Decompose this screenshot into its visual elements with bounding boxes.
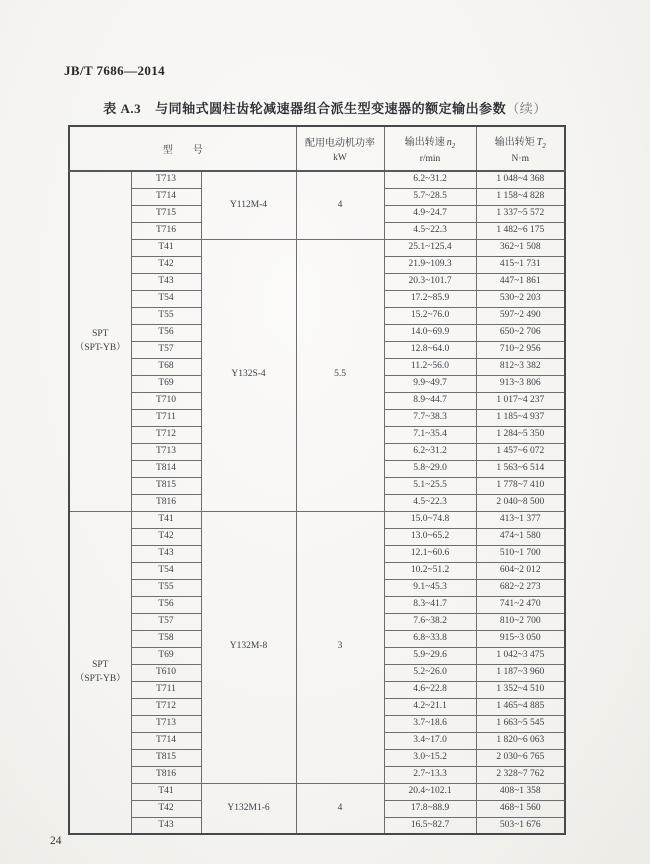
output-speed-cell: 21.9~109.3 <box>384 256 476 273</box>
motor-power-cell: 5.5 <box>296 239 384 511</box>
motor-power-cell: 4 <box>296 171 384 239</box>
series-name: SPT <box>92 329 109 339</box>
table-row <box>69 783 565 800</box>
output-speed-cell: 4.2~21.1 <box>384 698 476 715</box>
output-torque-cell: 503~1 676 <box>476 817 565 834</box>
output-torque-cell: 710~2 956 <box>476 341 565 358</box>
model-cell: T814 <box>131 460 201 477</box>
model-cell: T711 <box>131 681 201 698</box>
model-cell: T43 <box>131 545 201 562</box>
output-torque-cell: 812~3 382 <box>476 358 565 375</box>
model-cell: T69 <box>131 375 201 392</box>
output-speed-cell: 6.2~31.2 <box>384 443 476 460</box>
column-header-speed <box>384 126 476 171</box>
output-speed-cell: 4.5~22.3 <box>384 222 476 239</box>
output-torque-cell: 413~1 377 <box>476 511 565 528</box>
output-torque-cell: 604~2 012 <box>476 562 565 579</box>
motor-model-cell: Y132S-4 <box>201 239 296 511</box>
output-torque-cell: 1 158~4 828 <box>476 188 565 205</box>
table-title-main: 与同轴式圆柱齿轮减速器组合派生型变速器的额定输出参数 <box>155 101 507 116</box>
output-speed-cell: 7.6~38.2 <box>384 613 476 630</box>
output-torque-cell: 810~2 700 <box>476 613 565 630</box>
model-cell: T610 <box>131 664 201 681</box>
output-torque-cell: 468~1 560 <box>476 800 565 817</box>
output-torque-cell: 597~2 490 <box>476 307 565 324</box>
motor-model-cell: Y132M1-6 <box>201 783 296 834</box>
table-row <box>69 171 565 188</box>
model-cell: T68 <box>131 358 201 375</box>
model-cell: T712 <box>131 698 201 715</box>
model-cell: T55 <box>131 579 201 596</box>
output-torque-cell: 741~2 470 <box>476 596 565 613</box>
output-torque-cell: 530~2 203 <box>476 290 565 307</box>
model-cell: T57 <box>131 613 201 630</box>
output-speed-cell: 7.7~38.3 <box>384 409 476 426</box>
model-cell: T43 <box>131 273 201 290</box>
output-speed-cell: 4.5~22.3 <box>384 494 476 511</box>
output-speed-cell: 4.6~22.8 <box>384 681 476 698</box>
output-speed-cell: 11.2~56.0 <box>384 358 476 375</box>
output-speed-cell: 9.9~49.7 <box>384 375 476 392</box>
model-cell: T55 <box>131 307 201 324</box>
model-cell: T815 <box>131 477 201 494</box>
table-row <box>69 239 565 256</box>
speed-header-label: 输出转速 $n_2$ <box>404 137 456 150</box>
model-cell: T43 <box>131 817 201 834</box>
model-cell: T716 <box>131 222 201 239</box>
output-parameters-table <box>68 125 566 835</box>
output-speed-cell: 16.5~82.7 <box>384 817 476 834</box>
output-torque-cell: 1 663~5 545 <box>476 715 565 732</box>
model-cell: T713 <box>131 171 201 188</box>
output-speed-cell: 20.4~102.1 <box>384 783 476 800</box>
output-torque-cell: 1 352~4 510 <box>476 681 565 698</box>
output-speed-cell: 12.8~64.0 <box>384 341 476 358</box>
motor-model-cell: Y112M-4 <box>201 171 296 239</box>
speed-header-unit: r/min <box>419 154 441 164</box>
output-torque-cell: 1 482~6 175 <box>476 222 565 239</box>
page-number: 24 <box>50 835 62 847</box>
model-header-label: 型 号 <box>162 145 203 156</box>
output-speed-cell: 2.7~13.3 <box>384 766 476 783</box>
series-cell <box>69 171 131 511</box>
output-torque-cell: 474~1 580 <box>476 528 565 545</box>
output-torque-cell: 1 778~7 410 <box>476 477 565 494</box>
output-torque-cell: 408~1 358 <box>476 783 565 800</box>
output-speed-cell: 9.1~45.3 <box>384 579 476 596</box>
column-header-power <box>296 126 384 171</box>
series-cell <box>69 511 131 834</box>
column-header-model <box>69 126 296 171</box>
table-row <box>69 511 565 528</box>
model-cell: T69 <box>131 647 201 664</box>
table-title-suffix: （续） <box>506 101 547 116</box>
torque-header-label: 输出转矩 $T_2$ <box>494 137 546 150</box>
output-torque-cell: 2 328~7 762 <box>476 766 565 783</box>
model-cell: T42 <box>131 528 201 545</box>
header-row <box>69 126 565 171</box>
model-cell: T42 <box>131 800 201 817</box>
output-speed-cell: 6.2~31.2 <box>384 171 476 188</box>
model-cell: T711 <box>131 409 201 426</box>
model-cell: T42 <box>131 256 201 273</box>
output-speed-cell: 15.0~74.8 <box>384 511 476 528</box>
doc-number: JB/T 7686—2014 <box>64 63 166 78</box>
output-torque-cell: 2 040~8 500 <box>476 494 565 511</box>
model-cell: T715 <box>131 205 201 222</box>
power-header-unit: kW <box>333 153 347 163</box>
output-torque-cell: 415~1 731 <box>476 256 565 273</box>
output-torque-cell: 1 337~5 572 <box>476 205 565 222</box>
model-cell: T56 <box>131 596 201 613</box>
series-name: SPT <box>92 660 109 670</box>
motor-power-cell: 3 <box>296 511 384 783</box>
model-cell: T816 <box>131 766 201 783</box>
model-cell: T713 <box>131 715 201 732</box>
series-variant: （SPT-YB） <box>74 674 126 685</box>
output-speed-cell: 14.0~69.9 <box>384 324 476 341</box>
model-cell: T41 <box>131 783 201 800</box>
output-speed-cell: 8.3~41.7 <box>384 596 476 613</box>
output-speed-cell: 17.8~88.9 <box>384 800 476 817</box>
output-speed-cell: 15.2~76.0 <box>384 307 476 324</box>
series-variant: （SPT-YB） <box>74 343 126 354</box>
output-speed-cell: 8.9~44.7 <box>384 392 476 409</box>
output-torque-cell: 1 284~5 350 <box>476 426 565 443</box>
output-speed-cell: 5.1~25.5 <box>384 477 476 494</box>
output-speed-cell: 12.1~60.6 <box>384 545 476 562</box>
output-torque-cell: 1 563~6 514 <box>476 460 565 477</box>
output-torque-cell: 682~2 273 <box>476 579 565 596</box>
output-torque-cell: 2 030~6 765 <box>476 749 565 766</box>
model-cell: T714 <box>131 732 201 749</box>
model-cell: T41 <box>131 239 201 256</box>
output-speed-cell: 5.2~26.0 <box>384 664 476 681</box>
table-title-prefix: 表 A.3 <box>103 101 142 116</box>
output-speed-cell: 13.0~65.2 <box>384 528 476 545</box>
output-speed-cell: 5.9~29.6 <box>384 647 476 664</box>
output-speed-cell: 4.9~24.7 <box>384 205 476 222</box>
output-torque-cell: 650~2 706 <box>476 324 565 341</box>
table-title <box>0 98 650 117</box>
output-torque-cell: 1 187~3 960 <box>476 664 565 681</box>
model-cell: T54 <box>131 562 201 579</box>
output-torque-cell: 913~3 806 <box>476 375 565 392</box>
output-speed-cell: 5.8~29.0 <box>384 460 476 477</box>
model-cell: T712 <box>131 426 201 443</box>
model-cell: T714 <box>131 188 201 205</box>
output-speed-cell: 10.2~51.2 <box>384 562 476 579</box>
torque-header-unit: N·m <box>511 154 529 164</box>
output-torque-cell: 1 048~4 368 <box>476 171 565 188</box>
output-torque-cell: 447~1 861 <box>476 273 565 290</box>
output-torque-cell: 915~3 050 <box>476 630 565 647</box>
model-cell: T54 <box>131 290 201 307</box>
output-speed-cell: 25.1~125.4 <box>384 239 476 256</box>
column-header-torque <box>476 126 565 171</box>
output-speed-cell: 7.1~35.4 <box>384 426 476 443</box>
model-cell: T56 <box>131 324 201 341</box>
output-speed-cell: 17.2~85.9 <box>384 290 476 307</box>
motor-power-cell: 4 <box>296 783 384 834</box>
model-cell: T57 <box>131 341 201 358</box>
output-torque-cell: 1 820~6 063 <box>476 732 565 749</box>
output-torque-cell: 1 017~4 237 <box>476 392 565 409</box>
model-cell: T815 <box>131 749 201 766</box>
output-torque-cell: 510~1 700 <box>476 545 565 562</box>
power-header-label: 配用电动机功率 <box>305 138 376 149</box>
model-cell: T41 <box>131 511 201 528</box>
model-cell: T710 <box>131 392 201 409</box>
output-torque-cell: 362~1 508 <box>476 239 565 256</box>
output-speed-cell: 6.8~33.8 <box>384 630 476 647</box>
model-cell: T816 <box>131 494 201 511</box>
output-torque-cell: 1 465~4 885 <box>476 698 565 715</box>
model-cell: T58 <box>131 630 201 647</box>
output-speed-cell: 5.7~28.5 <box>384 188 476 205</box>
output-speed-cell: 3.4~17.0 <box>384 732 476 749</box>
output-speed-cell: 20.3~101.7 <box>384 273 476 290</box>
output-speed-cell: 3.7~18.6 <box>384 715 476 732</box>
table-body <box>69 171 565 834</box>
output-torque-cell: 1 042~3 475 <box>476 647 565 664</box>
motor-model-cell: Y132M-8 <box>201 511 296 783</box>
output-speed-cell: 3.0~15.2 <box>384 749 476 766</box>
output-torque-cell: 1 457~6 072 <box>476 443 565 460</box>
model-cell: T713 <box>131 443 201 460</box>
table-header <box>69 126 565 171</box>
output-torque-cell: 1 185~4 937 <box>476 409 565 426</box>
